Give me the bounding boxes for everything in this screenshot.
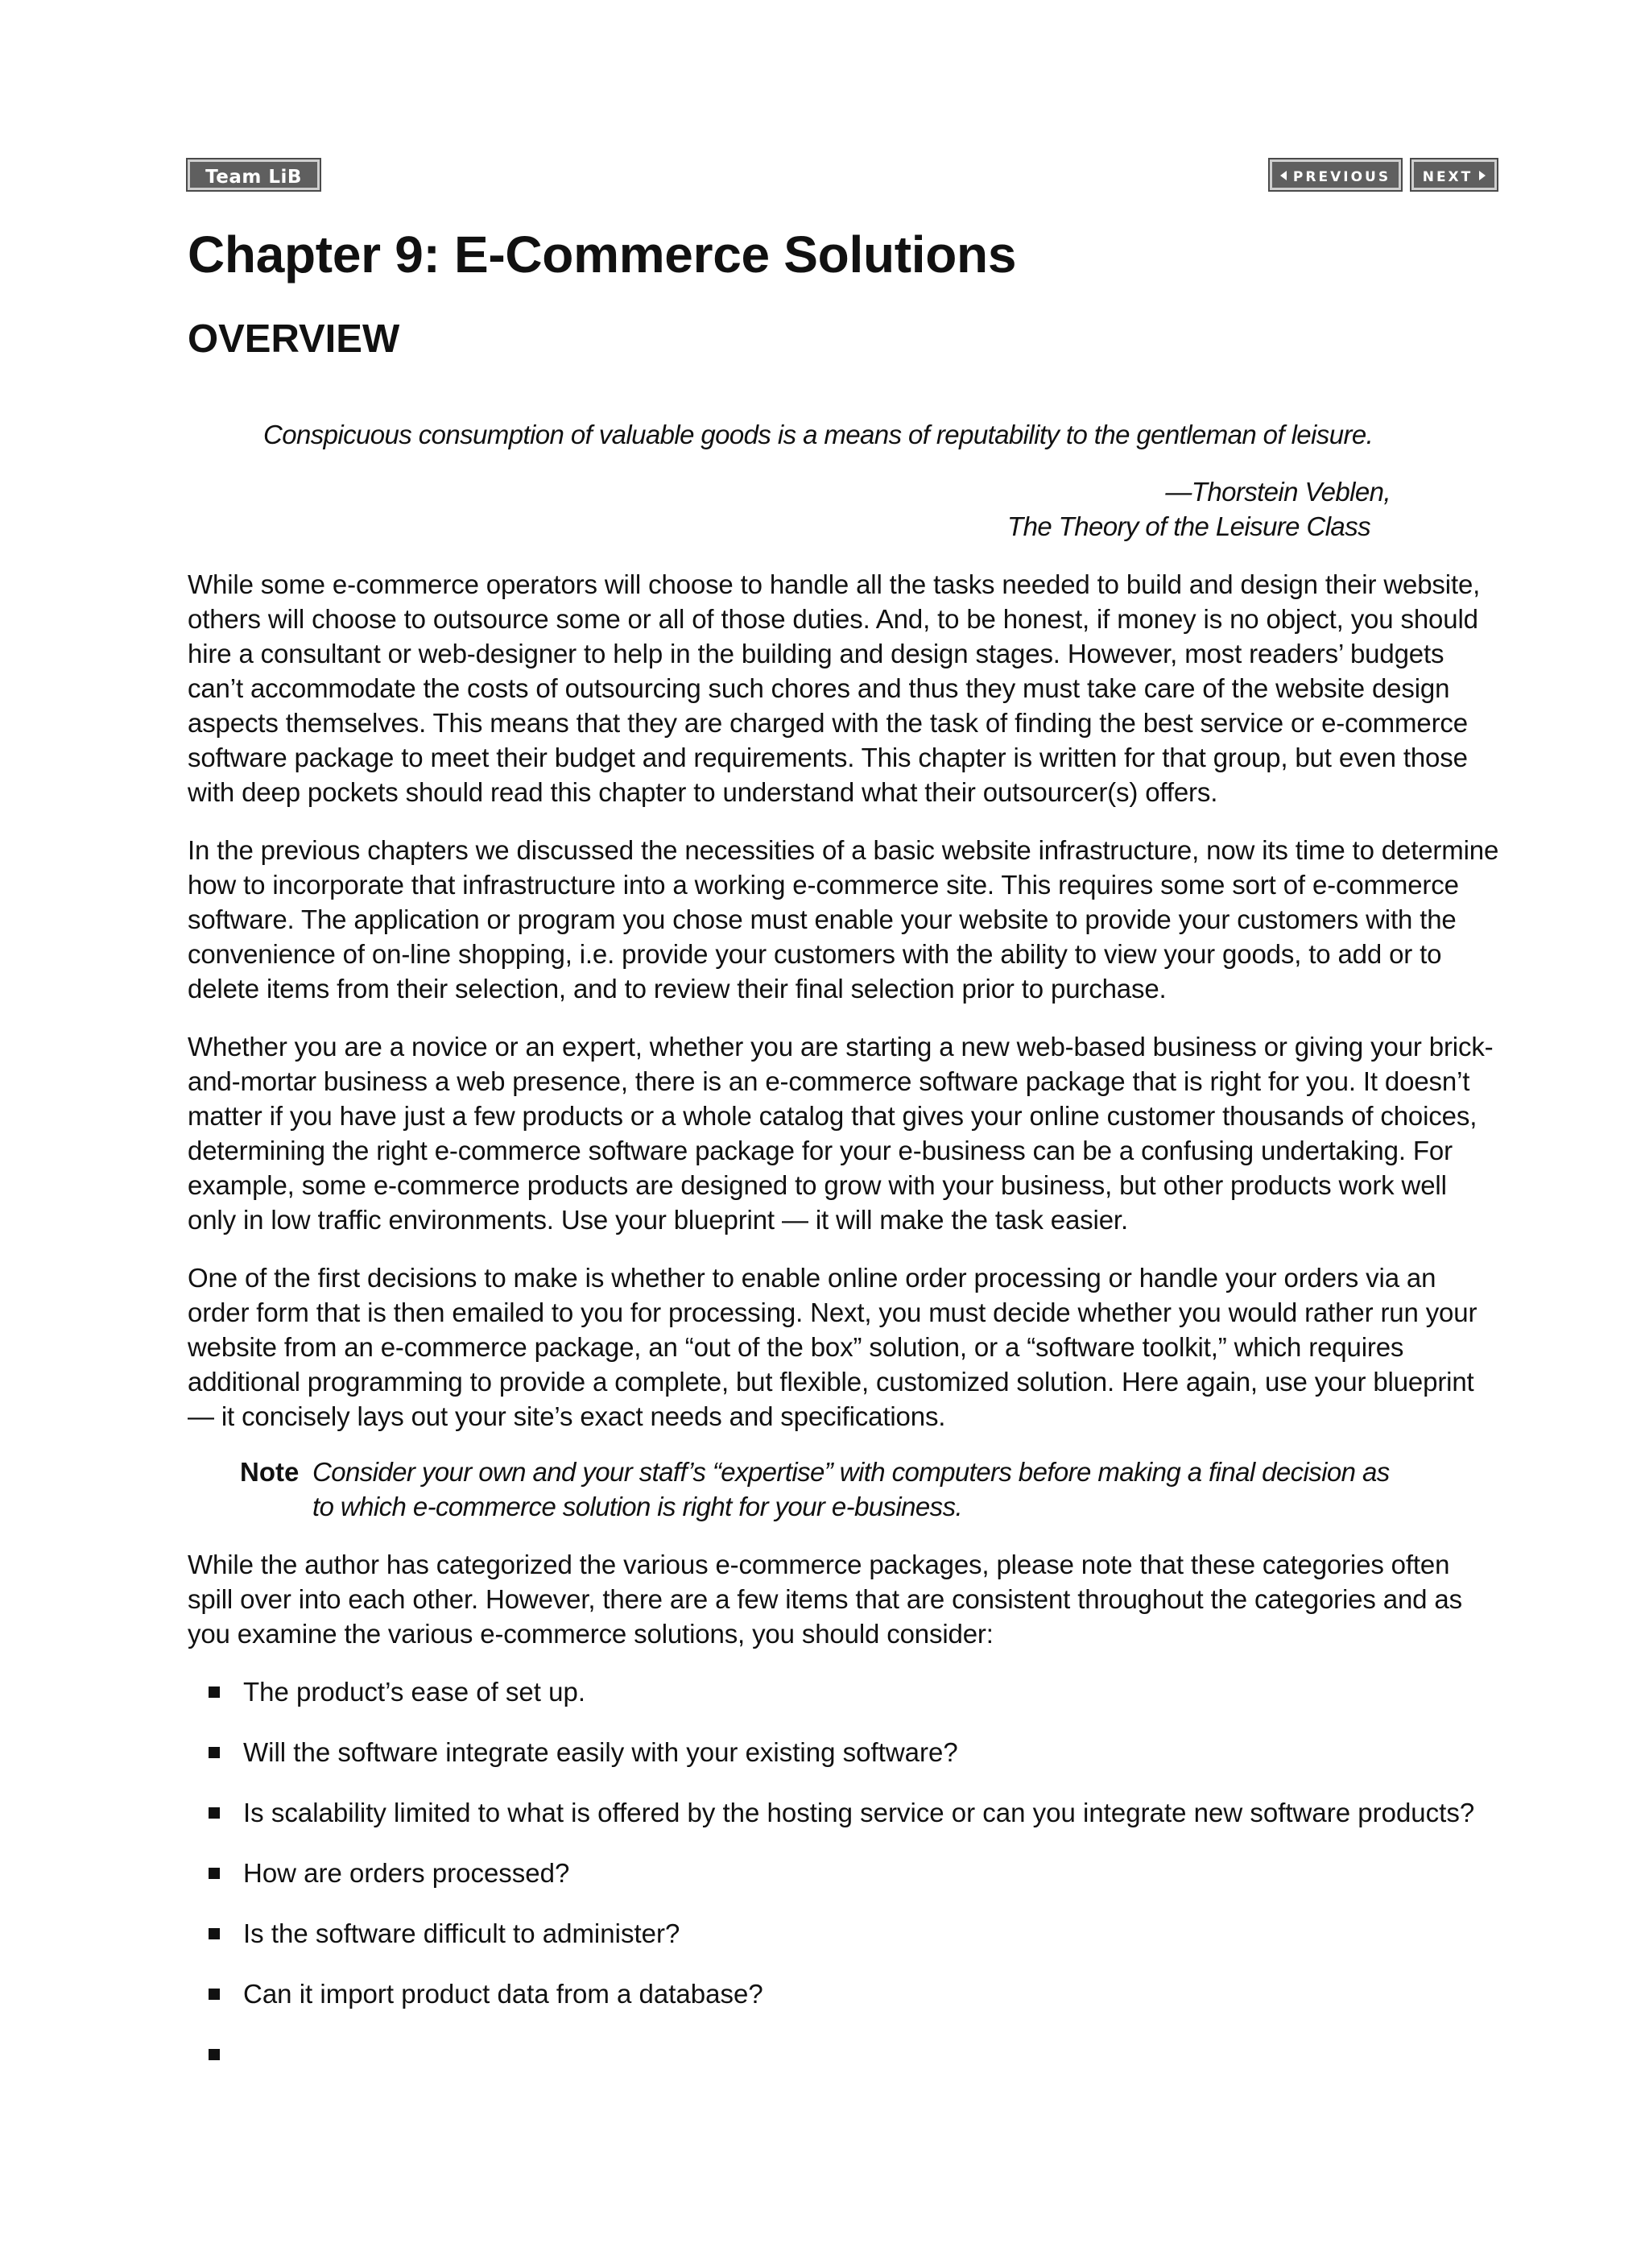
bullet-icon	[209, 1928, 220, 1939]
team-lib-label: Team LiB	[205, 167, 302, 188]
epigraph-source: The Theory of the Leisure Class	[1007, 511, 1370, 541]
list-item-text: Is scalability limited to what is offered by the hosting service or can you integrate new software products?	[243, 1798, 1475, 1827]
list-item	[188, 1916, 1483, 1951]
list-item-text: Can it import product data from a database?	[243, 1979, 763, 2009]
previous-label: PREVIOUS	[1292, 169, 1391, 185]
epigraph-quote: Conspicuous consumption of valuable goods is a means of reputability to the gentleman of leisure.	[263, 420, 1374, 449]
next-label: NEXT	[1422, 169, 1473, 185]
bullet-icon	[209, 1868, 220, 1879]
bullet-icon	[209, 1807, 220, 1819]
paragraph: While some e-commerce operators will choose to handle all the tasks needed to build and design their website, others will choose to outsource some or all of those duties. And, to be honest, if money is no object, you should hire a consultant or web-designer to help in the building and design stages. However, most readers’ budgets can’t accommodate the costs of outsourcing such chores and thus they must take care of the website design aspects themselves. This means that they are charged with the task of finding the best service or e-commerce software package to meet their budget and requirements. This chapter is written for that group, but even those with deep pockets should read this chapter to understand what their outsourcer(s) offers.	[188, 569, 1481, 807]
section-heading: OVERVIEW	[188, 317, 400, 361]
bullet-icon	[209, 1747, 220, 1758]
paragraph: In the previous chapters we discussed the necessities of a basic website infrastructure, now its time to determine how to incorporate that infrastructure into a working e-commerce site. This requires some sort of e-commerce software. The application or program you chose must enable your website to provide your customers with the convenience of on-line shopping, i.e. provide your customers with the ability to view your goods, to add or to delete items from their selection, and to review their final selection prior to purchase.	[188, 835, 1499, 1004]
list-item-text: How are orders processed?	[243, 1858, 570, 1888]
top-navigation-bar	[188, 159, 1500, 195]
paragraph: Whether you are a novice or an expert, whether you are starting a new web-based business or giving your brick-and-mortar business a web presence, there is an e-commerce software package that is right for you. It doesn’t matter if you have just a few products or a whole catalog that gives your online customer thousands of choices, determining the right e-commerce software package for your e-business can be a confusing undertaking. For example, some e-commerce products are designed to grow with your business, but other products work well only in low traffic environments. Use your blueprint — it will make the task easier.	[188, 1032, 1494, 1235]
note-label: Note	[240, 1457, 300, 1487]
arrow-left-icon	[1280, 171, 1287, 180]
paragraph: One of the first decisions to make is whether to enable online order processing or handle your orders via an order form that is then emailed to you for processing. Next, you must decide whether you would rather run your website from an e-commerce package, an “out of the box” solution, or a “software toolkit,” which requires additional programming to provide a complete, but flexible, customized solution. Here again, use your blueprint — it concisely lays out your site’s exact needs and specifications.	[188, 1263, 1477, 1431]
next-button[interactable]	[1411, 159, 1497, 190]
list-item-text: Is the software difficult to administer?	[243, 1918, 680, 1948]
previous-button[interactable]	[1270, 159, 1401, 190]
team-lib-button[interactable]	[188, 159, 320, 190]
paragraph: While the author has categorized the various e-commerce packages, please note that these categories often spill over into each other. However, there are a few items that are consistent throughout the categories and as you examine the various e-commerce solutions, you should consider:	[188, 1550, 1462, 1649]
list-item	[188, 1735, 1483, 1769]
bullet-icon	[209, 2049, 220, 2060]
document-page	[188, 159, 1500, 2037]
considerations-list	[188, 1674, 1500, 2011]
bullet-icon	[209, 1989, 220, 2000]
list-item	[188, 1976, 1483, 2011]
chapter-title: Chapter 9: E-Commerce Solutions	[188, 226, 1017, 284]
epigraph-attribution	[263, 474, 1391, 544]
bullet-icon	[209, 1687, 220, 1698]
arrow-right-icon	[1479, 171, 1486, 180]
note-box	[240, 1455, 1415, 1524]
list-item	[188, 1795, 1483, 1830]
list-item	[188, 1856, 1483, 1890]
epigraph-author: —Thorstein Veblen,	[1165, 477, 1391, 507]
list-item-text: The product’s ease of set up.	[243, 1677, 585, 1707]
epigraph	[263, 417, 1391, 544]
list-item-text: Will the software integrate easily with your existing software?	[243, 1737, 958, 1767]
note-text: Consider your own and your staff’s “expertise” with computers before making a final decision as to which e-commerce solution is right for your e-business.	[312, 1457, 1390, 1521]
list-item	[188, 1674, 1483, 1709]
